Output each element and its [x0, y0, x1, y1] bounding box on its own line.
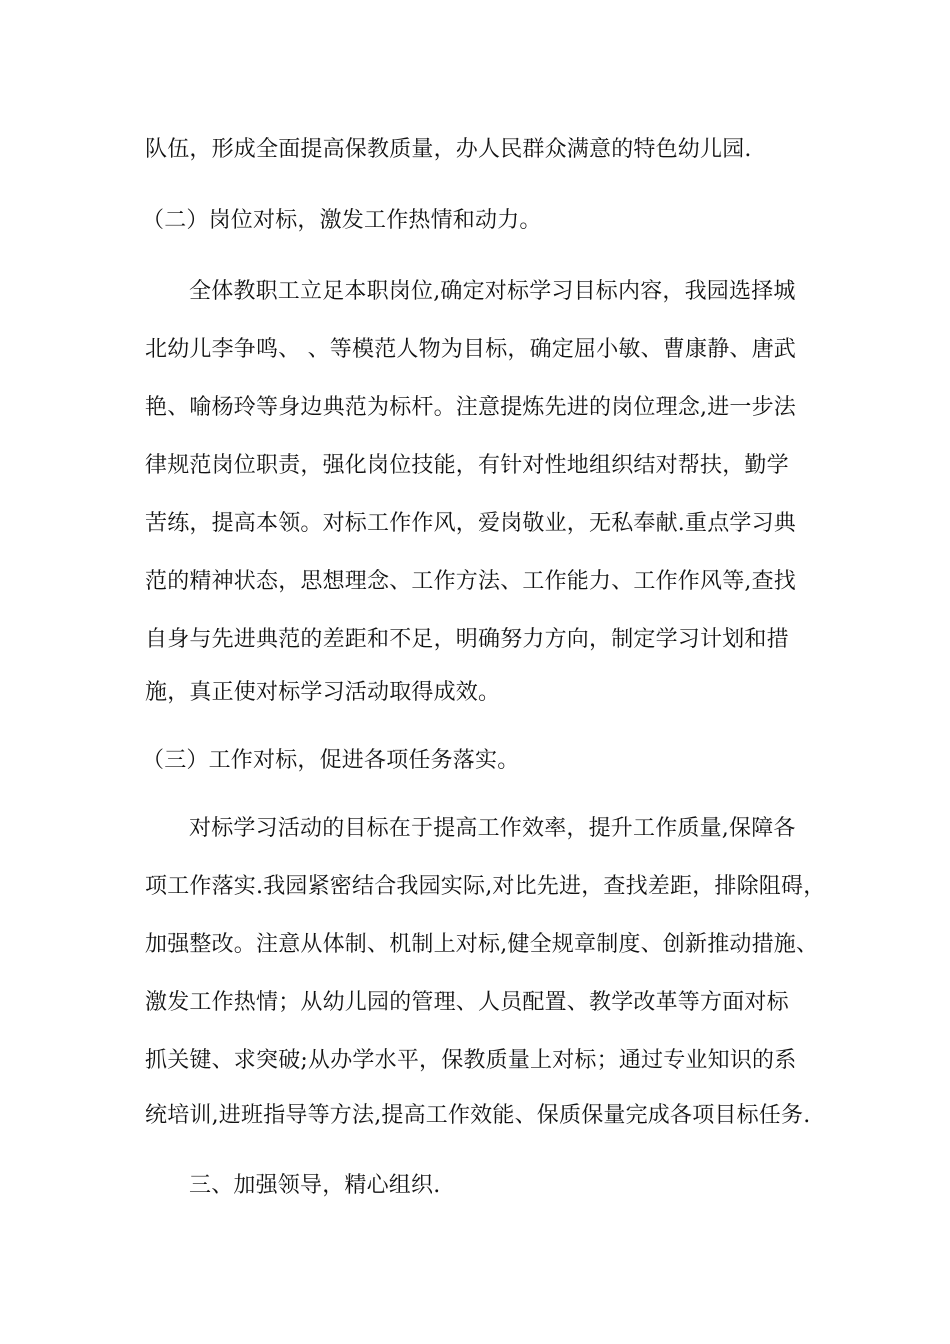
paragraph-line: 抓关键、求突破;从办学水平，保教质量上对标；通过专业知识的系 — [145, 1048, 797, 1073]
paragraph-line: 范的精神状态，思想理念、工作方法、工作能力、工作作风等,查找 — [145, 569, 796, 594]
paragraph-line: 施，真正使对标学习活动取得成效。 — [145, 680, 501, 705]
paragraph-line: 激发工作热情；从幼儿园的管理、人员配置、教学改革等方面对标 — [145, 990, 789, 1015]
paragraph-line: 北幼儿李争鸣、 、等模范人物为目标，确定屈小敏、曹康静、唐武 — [145, 337, 796, 362]
section-heading-main: 三、加强领导，精心组织. — [189, 1173, 441, 1198]
paragraph-line: 自身与先进典范的差距和不足，明确努力方向，制定学习计划和措 — [145, 627, 789, 652]
paragraph-line: 律规范岗位职责，强化岗位技能，有针对性地组织结对帮扶，勤学 — [145, 453, 789, 478]
paragraph-line: 苦练，提高本领。对标工作作风，爱岗敬业，无私奉献.重点学习典 — [145, 511, 796, 536]
paragraph-line: 艳、喻杨玲等身边典范为标杆。注意提炼先进的岗位理念,进一步法 — [145, 395, 796, 420]
paragraph-line: 项工作落实.我园紧密结合我园实际,对比先进，查找差距，排除阻碍， — [145, 874, 826, 899]
paragraph-line: 统培训,进班指导等方法,提高工作效能、保质保量完成各项目标任务. — [145, 1103, 811, 1128]
paragraph-line: 全体教职工立足本职岗位,确定对标学习目标内容，我园选择城 — [189, 279, 796, 304]
paragraph-line: 加强整改。注意从体制、机制上对标,健全规章制度、创新推动措施、 — [145, 932, 819, 957]
paragraph-line: 对标学习活动的目标在于提高工作效率，提升工作质量,保障各 — [189, 816, 796, 841]
paragraph-line: 队伍，形成全面提高保教质量，办人民群众满意的特色幼儿园. — [145, 137, 752, 162]
section-heading-3: （三）工作对标，促进各项任务落实。 — [142, 748, 520, 773]
section-heading-2: （二）岗位对标，激发工作热情和动力。 — [142, 208, 542, 233]
